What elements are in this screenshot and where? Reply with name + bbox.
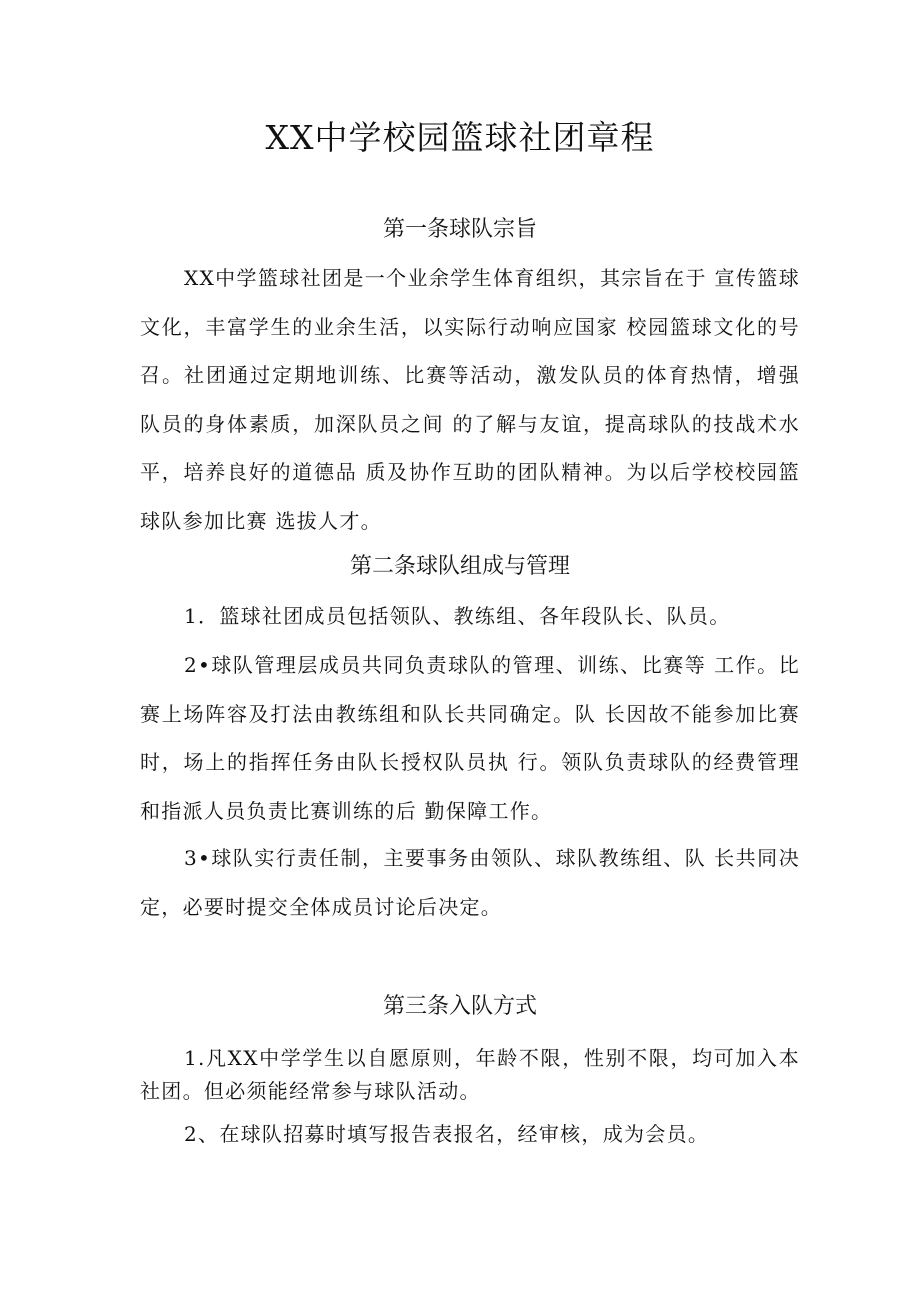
section-2-heading: 第二条球队组成与管理 xyxy=(349,554,570,579)
section-2-paragraph-1: 1．篮球社团成员包括领队、教练组、各年段队长、队员。 xyxy=(184,604,731,628)
section-3-paragraph-2: 2、在球队招募时填写报告表报名，经审核，成为会员。 xyxy=(184,1122,710,1146)
section-3-paragraph-1: 1.凡XX中学学生以自愿原则，年龄不限，性别不限，均可加入本社团。但必须能经常参与球队活动。 xyxy=(140,1046,800,1103)
document-title: XX中学校园篮球社团章程 xyxy=(265,118,655,157)
section-1-paragraph-1: XX中学篮球社团是一个业余学生体育组织，其宗旨在于 宣传篮球文化，丰富学生的业余生活，以实际行动响应国家 校园篮球文化的号召。社团通过定期地训练、比赛等活动，激发队员的体育热情，增强队员的身体素质，加深队员之间 的了解与友谊，提高球队的技战术水平，培养良好的道德品 质及协作互助的团队精神。为以后学校校园篮球队参加比赛 选拔人才。 xyxy=(140,266,800,533)
section-2-paragraph-2: 2•球队管理层成员共同负责球队的管理、训练、比赛等 工作。比赛上场阵容及打法由教练组和队长共同确定。队 长因故不能参加比赛时，场上的指挥任务由队长授权队员执 行。领队负责球队的经费管理和指派人员负责比赛训练的后 勤保障工作。 xyxy=(140,653,800,823)
section-1-heading: 第一条球队宗旨 xyxy=(382,217,537,242)
section-3-heading: 第三条入队方式 xyxy=(382,994,537,1019)
section-2-paragraph-3: 3•球队实行责任制，主要事务由领队、球队教练组、队 长共同决定，必要时提交全体成员讨论后决定。 xyxy=(140,846,800,919)
